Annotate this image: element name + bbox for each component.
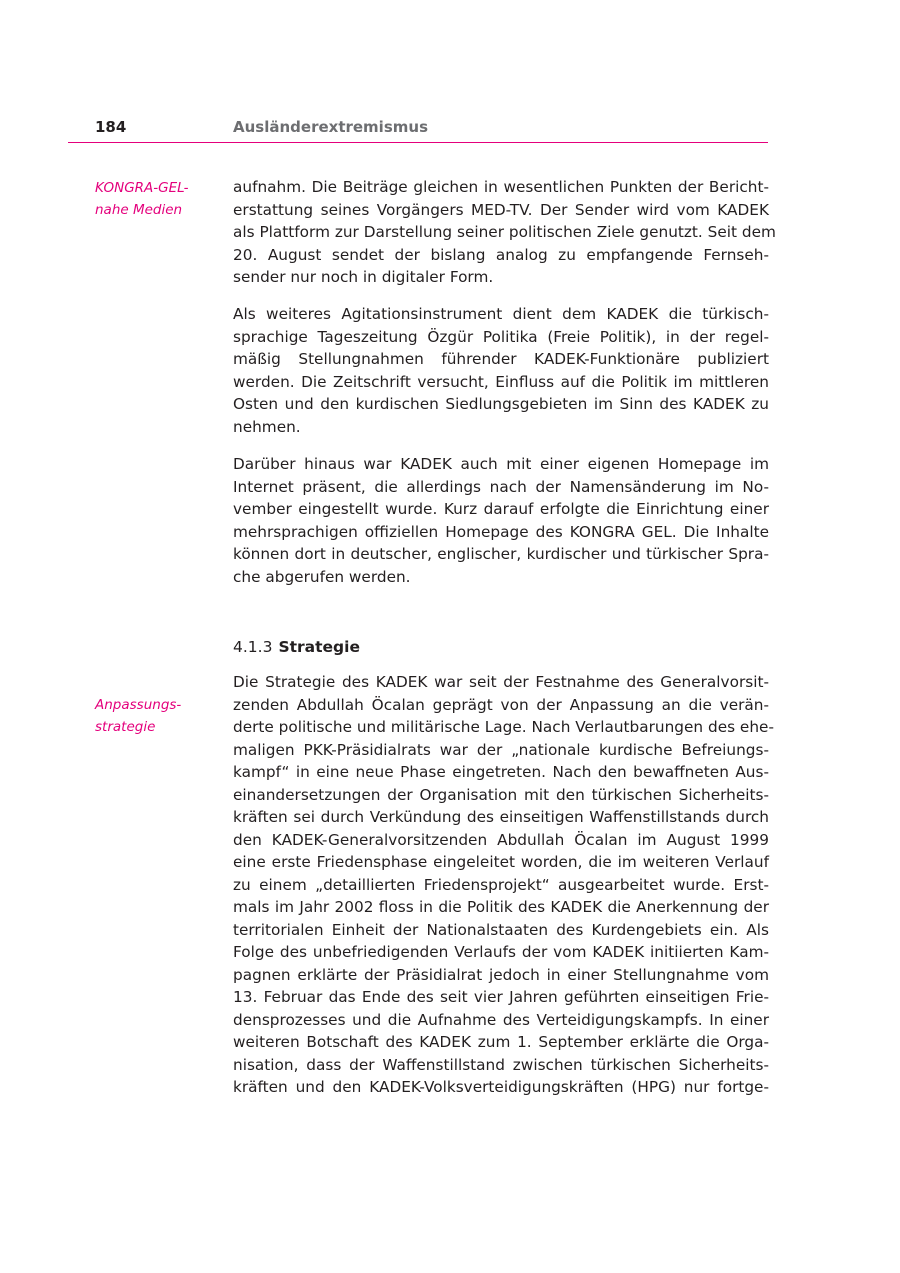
paragraph [233,303,769,438]
body-paragraph-3 [233,453,769,588]
text-line: mehrsprachigen offiziellen Homepage des KONGRA GEL. Die Inhalte [233,522,769,541]
text-line: kräften sei durch Verkündung des einseitigen Waffenstillstands durch [233,808,769,826]
text-line: 20. August sendet der bislang analog zu empfangende Fernseh- [233,245,769,264]
text-line: che abgerufen werden. [233,567,411,586]
text-line: territorialen Einheit der Nationalstaaten des Kurdengebiets ein. Als [233,920,769,939]
text-line: Darüber hinaus war KADEK auch mit einer eigenen Homepage im [233,455,769,473]
margin-note-media [95,177,220,221]
paragraph [233,453,769,588]
text-line: densprozesses und die Aufnahme des Verteidigungskampfs. In einer [233,1010,769,1029]
margin-note-line: strategie [95,719,156,735]
page-number: 184 [95,118,127,136]
text-line: zu einem „detaillierten Friedensprojekt“ ausgearbeitet wurde. Erst- [233,875,769,894]
text-line: mals im Jahr 2002 floss in die Politik des KADEK die Anerkennung der [233,898,769,916]
text-line: kräften und den KADEK-Volksverteidigungskräften (HPG) nur fortge- [233,1078,769,1096]
body-paragraph-2 [233,303,769,438]
margin-note-line: Anpassungs- [95,697,182,713]
text-line: vember eingestellt wurde. Kurz darauf erfolgte die Einrichtung einer [233,500,769,518]
text-line: Osten und den kurdischen Siedlungsgebieten im Sinn des KADEK zu [233,395,769,413]
text-line: erstattung seines Vorgängers MED-TV. Der Sender wird vom KADEK [233,200,769,219]
body-paragraph-1 [233,176,776,289]
margin-note-strategy [95,694,220,738]
text-line: nisation, dass der Waffenstillstand zwischen türkischen Sicherheits- [233,1055,769,1074]
text-line: 13. Februar das Ende des seit vier Jahren geführten einseitigen Frie- [233,988,769,1006]
text-line: aufnahm. Die Beiträge gleichen in wesentlichen Punkten der Bericht- [233,178,769,196]
text-line: maligen PKK-Präsidialrats war der „nationale kurdische Befreiungs- [233,740,769,759]
text-line: eine erste Friedensphase eingeleitet worden, die im weiteren Verlauf [233,853,769,871]
text-line: zenden Abdullah Öcalan geprägt von der Anpassung an die verän- [233,695,769,714]
text-line: kampf“ in eine neue Phase eingetreten. Nach den bewaffneten Aus- [233,763,769,781]
running-header [68,116,768,143]
text-line: Folge des unbefriedigenden Verlaufs der vom KADEK initiierten Kam- [233,943,769,961]
text-line: sender nur noch in digitaler Form. [233,268,494,286]
text-line: Internet präsent, die allerdings nach der Namensänderung im No- [233,477,769,496]
margin-note-line: KONGRA-GEL- [95,180,189,196]
text-line: mäßig Stellungnahmen führender KADEK-Funktionäre publiziert [233,350,769,368]
text-line: einandersetzungen der Organisation mit den türkischen Sicherheits- [233,785,769,804]
text-line: Die Strategie des KADEK war seit der Festnahme des Generalvorsit- [233,673,769,691]
paragraph [233,176,776,289]
text-line: können dort in deutscher, englischer, kurdischer und türkischer Spra- [233,545,769,563]
section-title: Strategie [278,638,360,656]
paragraph [233,671,774,1099]
text-line: derte politische und militärische Lage. Nach Verlautbarungen des ehe- [233,718,774,736]
text-line: sprachige Tageszeitung Özgür Politika (Freie Politik), in der regel- [233,327,769,346]
text-line: werden. Die Zeitschrift versucht, Einfluss auf die Politik im mittleren [233,372,769,391]
text-line: den KADEK-Generalvorsitzenden Abdullah Öcalan im August 1999 [233,830,769,849]
text-line: pagnen erklärte der Präsidialrat jedoch in einer Stellungnahme vom [233,965,769,984]
running-title: Ausländerextremismus [233,118,428,136]
text-line: weiteren Botschaft des KADEK zum 1. September erklärte die Orga- [233,1033,769,1051]
margin-note-line: nahe Medien [95,202,183,218]
text-line: Als weiteres Agitationsinstrument dient dem KADEK die türkisch- [233,305,769,323]
section-paragraph [233,671,774,1099]
section-heading [233,638,360,656]
text-line: als Plattform zur Darstellung seiner politischen Ziele genutzt. Seit dem [233,223,776,241]
section-number: 4.1.3 [233,638,273,656]
text-line: nehmen. [233,417,301,436]
